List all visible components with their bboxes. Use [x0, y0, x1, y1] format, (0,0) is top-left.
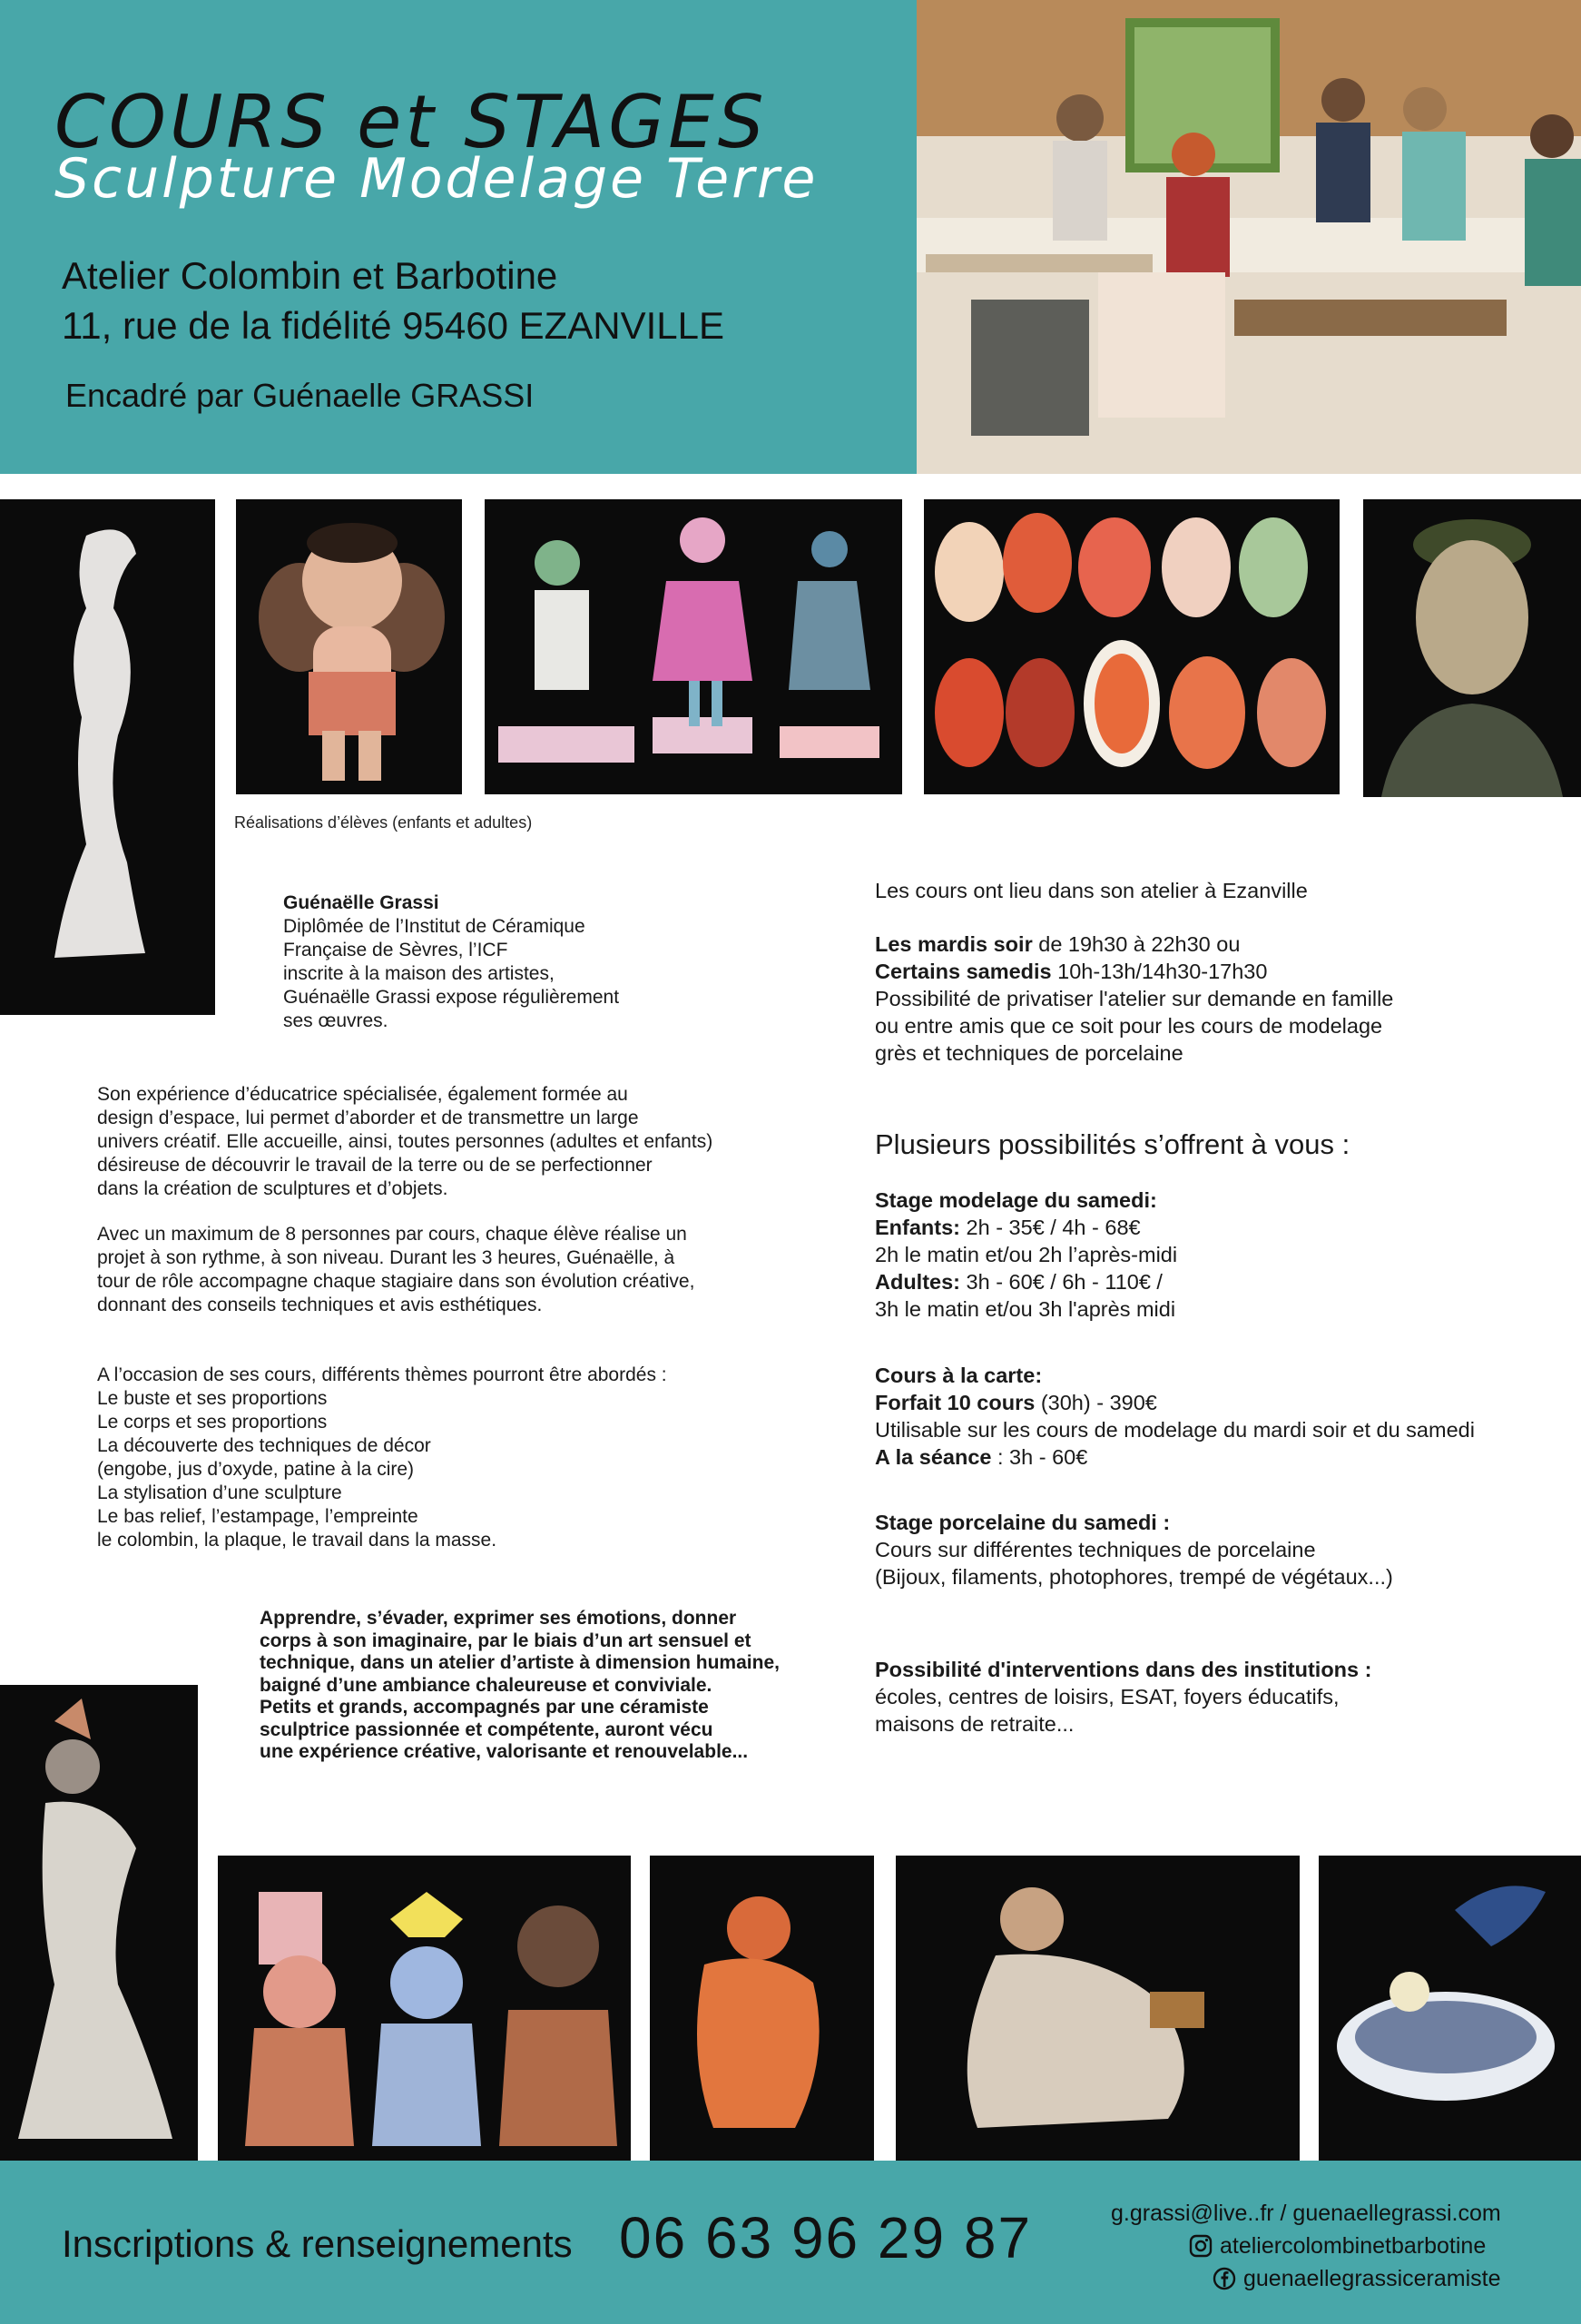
- kids-price: 2h - 35€ / 4h - 68€: [960, 1216, 1141, 1239]
- studio-address: 11, rue de la fidélité 95460 EZANVILLE: [62, 304, 725, 347]
- sculpture-photo-standing-figure: [0, 499, 215, 1015]
- experience-line: donnant des conseils techniques et avis esthétiques.: [97, 1295, 543, 1315]
- gallery-caption: Réalisations d’élèves (enfants et adultes): [234, 813, 533, 832]
- instagram-contact[interactable]: [1189, 2233, 1486, 2260]
- experience-line: désireuse de découvrir le travail de la terre ou de se perfectionner: [97, 1155, 653, 1176]
- kids-label: Enfants:: [875, 1216, 960, 1239]
- theme-item: (engobe, jus d’oxyde, patine à la cire): [97, 1459, 415, 1480]
- forfait-line: [875, 1389, 1475, 1416]
- winged-child-illustration: [236, 499, 462, 794]
- bio-line: ses œuvres.: [283, 1010, 388, 1031]
- dancer-illustration: [0, 1685, 198, 2161]
- theme-item: La stylisation d’une sculpture: [97, 1482, 342, 1503]
- experience-line: univers créatif. Elle accueille, ainsi, toutes personnes (adultes et enfants): [97, 1131, 713, 1152]
- seated-figure-illustration: [896, 1856, 1300, 2161]
- closing-line: Apprendre, s’évader, exprimer ses émotions, donner: [260, 1608, 737, 1629]
- private-line: Possibilité de privatiser l'atelier sur demande en famille: [875, 987, 1394, 1010]
- seance-label: A la séance: [875, 1445, 992, 1469]
- institutions-line: écoles, centres de loisirs, ESAT, foyers éducatifs,: [875, 1685, 1340, 1709]
- sculpture-photo-winged-child: [236, 499, 462, 794]
- page-subtitle: Sculpture Modelage Terre: [54, 147, 819, 211]
- saturday-time: 10h-13h/14h30-17h30: [1051, 960, 1268, 983]
- schedule-private: [875, 985, 1393, 1067]
- forfait-note: Utilisable sur les cours de modelage du mardi soir et du samedi: [875, 1418, 1475, 1442]
- workshop-photo-illustration: [917, 0, 1581, 474]
- themes-list: [97, 1364, 667, 1552]
- instagram-icon: [1189, 2234, 1213, 2258]
- options-heading: Plusieurs possibilités s’offrent à vous :: [875, 1128, 1350, 1160]
- experience-line: tour de rôle accompagne chaque stagiaire dans son évolution créative,: [97, 1271, 695, 1292]
- private-line: grès et techniques de porcelaine: [875, 1041, 1183, 1065]
- experience-line: Avec un maximum de 8 personnes par cours, chaque élève réalise un: [97, 1224, 687, 1245]
- workshop-photo: [917, 0, 1581, 474]
- three-busts-illustration: [218, 1856, 631, 2161]
- bio-block: [283, 891, 619, 1033]
- bio-line: Française de Sèvres, l’ICF: [283, 940, 508, 960]
- supervisor: Encadré par Guénaelle GRASSI: [65, 377, 535, 414]
- sculpture-photo-masks: [924, 499, 1340, 794]
- saturday-label: Certains samedis: [875, 960, 1052, 983]
- experience-paragraph-1: [97, 1083, 712, 1201]
- tuesday-label: Les mardis soir: [875, 932, 1033, 956]
- theme-item: Le bas relief, l’estampage, l’empreinte: [97, 1506, 418, 1527]
- stage-title: Stage modelage du samedi:: [875, 1188, 1157, 1212]
- closing-line: Petits et grands, accompagnés par une céramiste: [260, 1697, 709, 1718]
- institutions-title: Possibilité d'interventions dans des institutions :: [875, 1658, 1372, 1681]
- forfait-label: Forfait 10 cours: [875, 1391, 1036, 1414]
- facebook-icon: [1213, 2267, 1236, 2290]
- institutions-block: [875, 1656, 1371, 1738]
- theme-item: La découverte des techniques de décor: [97, 1435, 431, 1456]
- adults-price-line: [875, 1268, 1177, 1295]
- schedule-tuesday: [875, 931, 1240, 958]
- tuesday-time: de 19h30 à 22h30 ou: [1032, 932, 1241, 956]
- sculpture-photo-three-figures: [485, 499, 902, 794]
- torso-illustration: [650, 1856, 874, 2161]
- experience-line: dans la création de sculptures et d’objets.: [97, 1178, 448, 1199]
- kids-note: 2h le matin et/ou 2h l’après-midi: [875, 1243, 1178, 1266]
- schedule-location: Les cours ont lieu dans son atelier à Ezanville: [875, 879, 1308, 902]
- studio-name: Atelier Colombin et Barbotine: [62, 254, 558, 297]
- kids-price-line: [875, 1214, 1177, 1241]
- sculpture-photo-bust-man: [1363, 499, 1581, 797]
- experience-line: design d’espace, lui permet d’aborder et de transmettre un large: [97, 1108, 639, 1128]
- facebook-handle: guenaellegrassiceramiste: [1243, 2266, 1501, 2291]
- footer-label: Inscriptions & renseignements: [62, 2222, 573, 2265]
- theme-item: Le buste et ses proportions: [97, 1388, 328, 1409]
- closing-paragraph: [260, 1608, 780, 1764]
- closing-line: corps à son imaginaire, par le biais d’un art sensuel et: [260, 1630, 751, 1651]
- adults-note: 3h le matin et/ou 3h l'après midi: [875, 1297, 1176, 1321]
- cours-carte-block: [875, 1362, 1475, 1471]
- theme-item: Le corps et ses proportions: [97, 1412, 328, 1433]
- sculpture-photo-dancer: [0, 1685, 198, 2161]
- closing-line: baigné d’une ambiance chaleureuse et conviviale.: [260, 1674, 712, 1696]
- bio-line: Diplômée de l’Institut de Céramique: [283, 916, 585, 937]
- masks-illustration: [924, 499, 1340, 794]
- themes-intro: A l’occasion de ses cours, différents thèmes pourront être abordés :: [97, 1364, 667, 1385]
- header: [0, 0, 1581, 474]
- schedule-saturday: [875, 958, 1267, 985]
- institutions-line: maisons de retraite...: [875, 1712, 1075, 1736]
- closing-line: sculptrice passionnée et compétente, auront vécu: [260, 1718, 713, 1740]
- bust-man-illustration: [1363, 499, 1581, 797]
- porcelain-line: (Bijoux, filaments, photophores, trempé de végétaux...): [875, 1565, 1393, 1589]
- private-line: ou entre amis que ce soit pour les cours de modelage: [875, 1014, 1383, 1038]
- experience-line: projet à son rythme, à son niveau. Durant les 3 heures, Guénaëlle, à: [97, 1247, 675, 1268]
- standing-figure-illustration: [0, 499, 215, 1015]
- email-website-link[interactable]: g.grassi@live..fr / guenaellegrassi.com: [1111, 2201, 1501, 2226]
- bio-line: Guénaëlle Grassi expose régulièrement: [283, 987, 620, 1008]
- closing-line: technique, dans un atelier d’artiste à dimension humaine,: [260, 1652, 780, 1673]
- experience-paragraph-2: [97, 1223, 694, 1317]
- porcelain-line: Cours sur différentes techniques de porcelaine: [875, 1538, 1316, 1561]
- theme-item: le colombin, la plaque, le travail dans la masse.: [97, 1530, 497, 1551]
- seance-price: : 3h - 60€: [991, 1445, 1088, 1469]
- forfait-price: (30h) - 390€: [1035, 1391, 1157, 1414]
- porcelain-title: Stage porcelaine du samedi :: [875, 1511, 1171, 1534]
- bio-line: inscrite à la maison des artistes,: [283, 963, 555, 984]
- experience-line: Son expérience d’éducatrice spécialisée, également formée au: [97, 1084, 628, 1105]
- page-title: COURS et STAGES: [54, 80, 768, 164]
- facebook-contact[interactable]: [1213, 2266, 1500, 2292]
- bio-name: Guénaëlle Grassi: [283, 892, 439, 913]
- sculpture-photo-bathtub: [1319, 1856, 1581, 2161]
- seance-line: [875, 1443, 1475, 1471]
- porcelain-block: [875, 1509, 1393, 1590]
- stage-modelage-block: [875, 1187, 1177, 1323]
- carte-title: Cours à la carte:: [875, 1364, 1043, 1387]
- bathtub-illustration: [1319, 1856, 1581, 2161]
- adults-price: 3h - 60€ / 6h - 110€ /: [960, 1270, 1163, 1294]
- three-figures-illustration: [485, 499, 902, 794]
- phone-number[interactable]: 06 63 96 29 87: [619, 2205, 1033, 2270]
- instagram-handle: ateliercolombinetbarbotine: [1220, 2233, 1487, 2259]
- adults-label: Adultes:: [875, 1270, 960, 1294]
- sculpture-photo-three-busts: [218, 1856, 631, 2161]
- sculpture-photo-seated-figure: [896, 1856, 1300, 2161]
- closing-line: une expérience créative, valorisante et renouvelable...: [260, 1741, 749, 1762]
- sculpture-photo-torso: [650, 1856, 874, 2161]
